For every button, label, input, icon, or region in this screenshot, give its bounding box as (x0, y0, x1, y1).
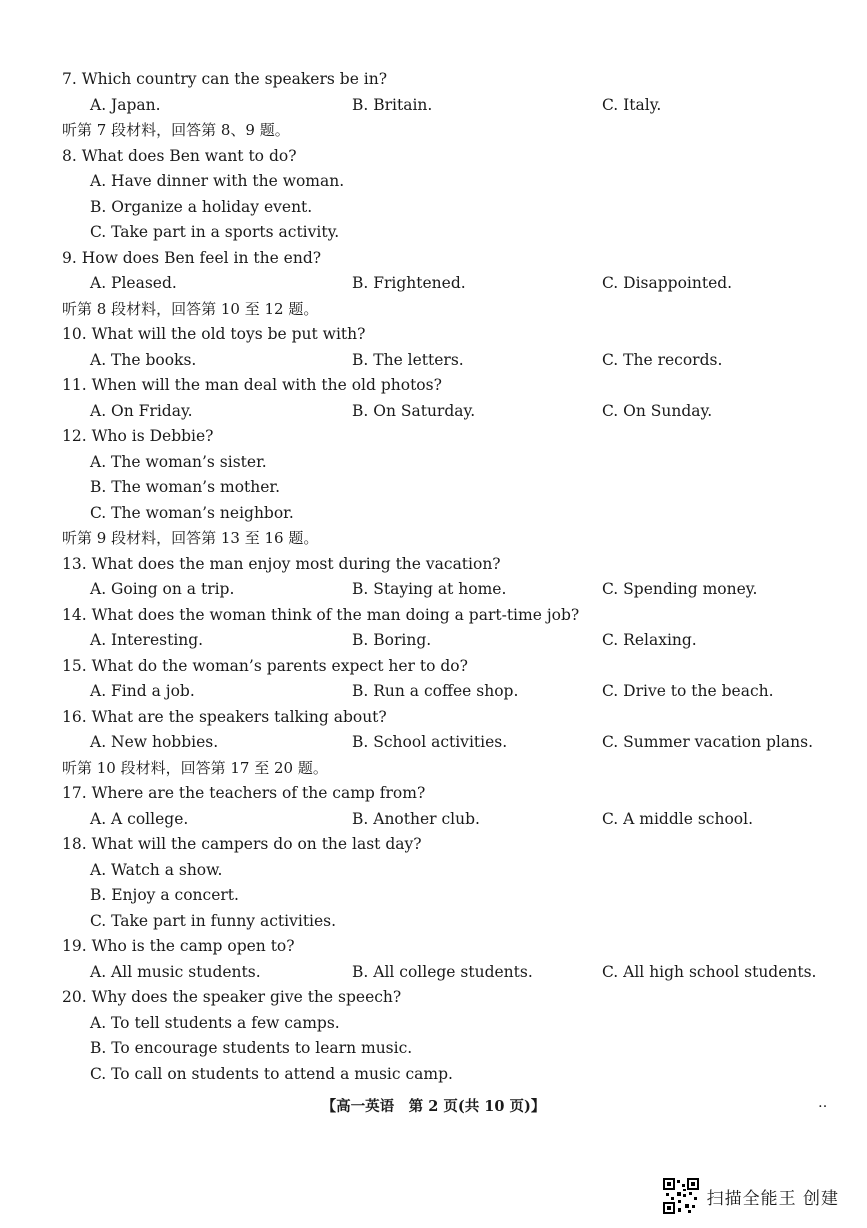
question-text: 15. What do the woman’s parents expect her to do? (62, 657, 468, 675)
answer-option-c: C. On Sunday. (602, 402, 713, 420)
answer-option: C. Take part in funny activities. (90, 912, 337, 930)
scanner-watermark (663, 1178, 839, 1214)
question-text: 18. What will the campers do on the last day? (62, 835, 422, 853)
answer-option-b: B. Staying at home. (352, 580, 507, 598)
question-text: 19. Who is the camp open to? (62, 937, 295, 955)
answer-option: B. The woman’s mother. (90, 478, 281, 496)
answer-option-a: A. A college. (90, 810, 189, 828)
answer-option-a: A. Japan. (90, 96, 161, 114)
question-text: 9. How does Ben feel in the end? (62, 249, 322, 267)
answer-option: B. Enjoy a concert. (90, 886, 239, 904)
answer-option: A. To tell students a few camps. (90, 1014, 340, 1032)
section-heading: 听第 8 段材料，回答第 10 至 12 题。 (62, 300, 319, 318)
question-text: 16. What are the speakers talking about? (62, 708, 387, 726)
answer-option-b: B. All college students. (352, 963, 533, 981)
qr-code-icon (663, 1178, 699, 1214)
answer-option-c: C. A middle school. (602, 810, 754, 828)
answer-option-b: B. Britain. (352, 96, 433, 114)
watermark-text: 扫描全能王 创建 (706, 1188, 839, 1209)
answer-option-a: A. All music students. (90, 963, 261, 981)
answer-option: B. To encourage students to learn music. (90, 1039, 413, 1057)
footer-dots: ‥ (818, 1095, 828, 1111)
question-text: 13. What does the man enjoy most during the vacation? (62, 555, 501, 573)
answer-option-c: C. Drive to the beach. (602, 682, 774, 700)
question-text: 12. Who is Debbie? (62, 427, 214, 445)
answer-option: C. To call on students to attend a music camp. (90, 1065, 453, 1083)
answer-option-c: C. The records. (602, 351, 723, 369)
question-text: 11. When will the man deal with the old photos? (62, 376, 442, 394)
answer-option-b: B. Frightened. (352, 274, 466, 292)
answer-option-c: C. Disappointed. (602, 274, 733, 292)
answer-option-c: C. Italy. (602, 96, 662, 114)
answer-option-b: B. Another club. (352, 810, 480, 828)
answer-option: A. The woman’s sister. (90, 453, 267, 471)
section-heading: 听第 9 段材料，回答第 13 至 16 题。 (62, 529, 319, 547)
answer-option-a: A. Pleased. (90, 274, 177, 292)
answer-option: C. The woman’s neighbor. (90, 504, 294, 522)
answer-option-c: C. Spending money. (602, 580, 758, 598)
question-text: 20. Why does the speaker give the speech? (62, 988, 402, 1006)
answer-option-c: C. Relaxing. (602, 631, 697, 649)
answer-option-a: A. Find a job. (90, 682, 195, 700)
answer-option-a: A. Interesting. (90, 631, 204, 649)
answer-option-c: C. Summer vacation plans. (602, 733, 813, 751)
answer-option-b: B. The letters. (352, 351, 464, 369)
question-text: 14. What does the woman think of the man doing a part-time job? (62, 606, 580, 624)
answer-option-c: C. All high school students. (602, 963, 817, 981)
answer-option: C. Take part in a sports activity. (90, 223, 340, 241)
answer-option-a: A. Going on a trip. (90, 580, 235, 598)
answer-option-b: B. On Saturday. (352, 402, 476, 420)
answer-option-a: A. New hobbies. (90, 733, 219, 751)
answer-option: A. Have dinner with the woman. (90, 172, 345, 190)
answer-option-a: A. On Friday. (90, 402, 193, 420)
answer-option-b: B. Run a coffee shop. (352, 682, 519, 700)
question-text: 10. What will the old toys be put with? (62, 325, 366, 343)
question-text: 7. Which country can the speakers be in? (62, 70, 388, 88)
answer-option-a: A. The books. (90, 351, 197, 369)
question-text: 17. Where are the teachers of the camp from? (62, 784, 426, 802)
answer-option: A. Watch a show. (90, 861, 223, 879)
question-text: 8. What does Ben want to do? (62, 147, 297, 165)
answer-option-b: B. School activities. (352, 733, 508, 751)
section-heading: 听第 10 段材料，回答第 17 至 20 题。 (62, 759, 328, 777)
page-footer: 【高一英语 第 2 页(共 10 页)】 (321, 1098, 546, 1115)
section-heading: 听第 7 段材料，回答第 8、9 题。 (62, 121, 290, 139)
answer-option-b: B. Boring. (352, 631, 432, 649)
answer-option: B. Organize a holiday event. (90, 198, 313, 216)
